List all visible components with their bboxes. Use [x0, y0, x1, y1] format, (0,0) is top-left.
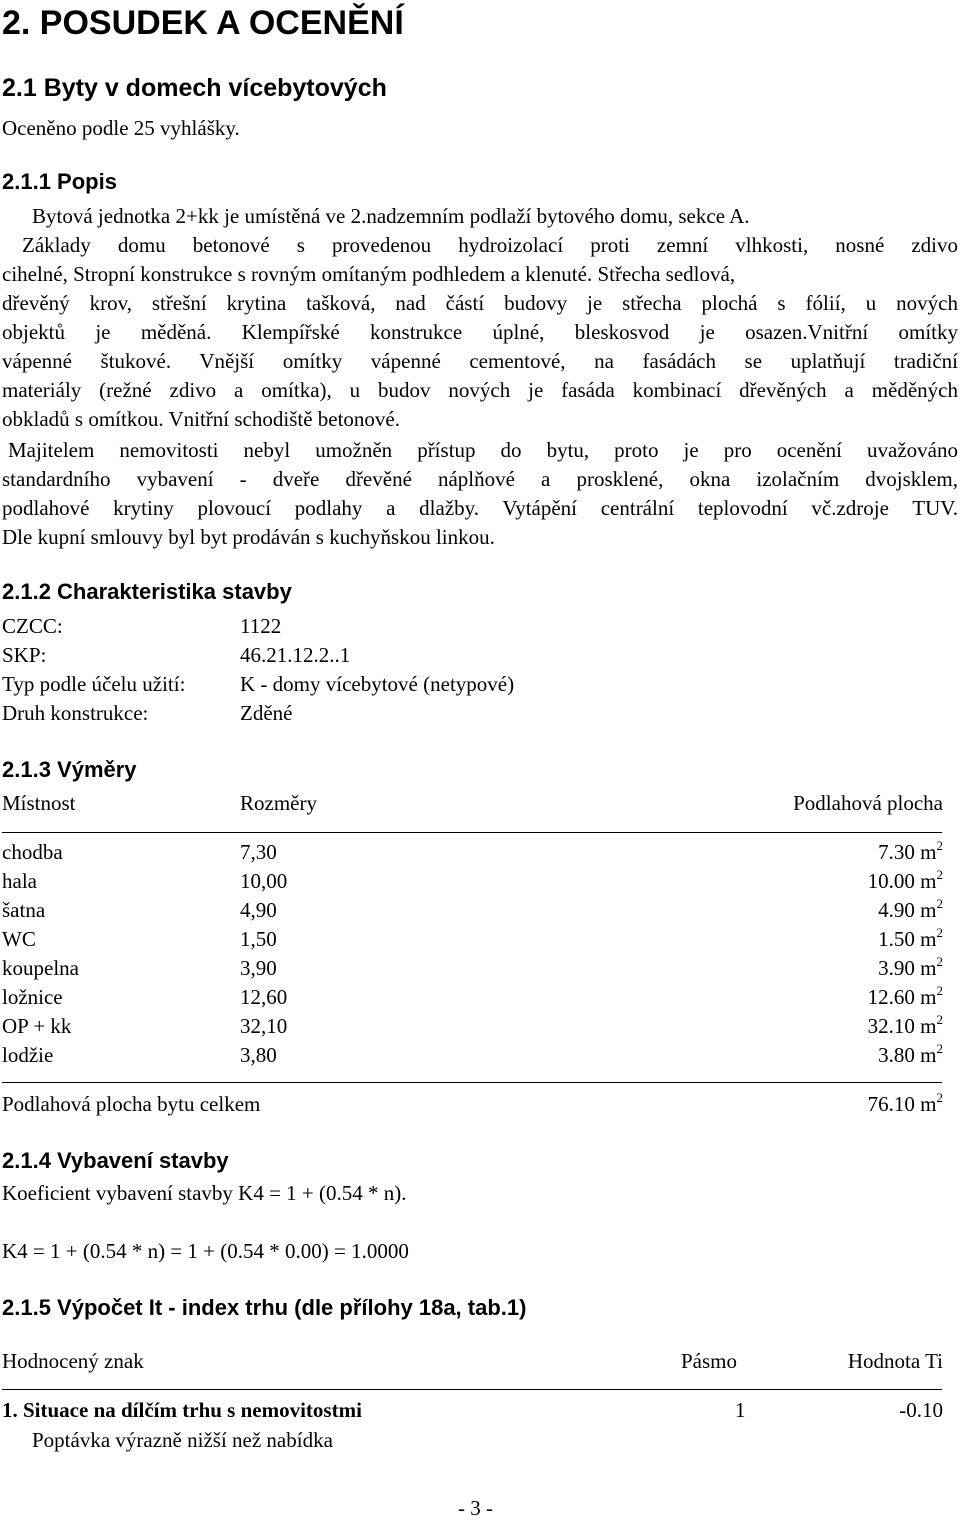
- section-2-1-2-title: 2.1.2 Charakteristika stavby: [2, 579, 292, 604]
- column-header-band: Pásmo: [681, 1349, 738, 1373]
- char-value: Zděné: [240, 701, 293, 725]
- description-paragraph: [2, 202, 958, 434]
- section-2-1-3-title: 2.1.3 Výměry: [2, 757, 137, 782]
- equipment-coefficient-formula: Koeficient vybavení stavby K4 = 1 + (0.54 * n).: [2, 1181, 407, 1205]
- room-name: chodba: [2, 840, 63, 864]
- description-line: vápenné štukové. Vnější omítky vápenné cementové, na fasádách se uplatňují tradiční: [2, 349, 958, 373]
- room-dims: 3,80: [240, 1043, 277, 1067]
- description-line: Bytová jednotka 2+kk je umístěná ve 2.nadzemním podlaží bytového domu, sekce A.: [32, 204, 750, 228]
- section-2-1-subtitle: Oceněno podle 25 vyhlášky.: [2, 116, 240, 140]
- room-area: 4.90 $m^2$: [878, 896, 943, 922]
- index-sign-note: Poptávka výrazně nižší než nabídka: [32, 1428, 333, 1452]
- total-area-value: 76.10 $m^2$: [867, 1090, 943, 1116]
- room-area: 12.60 $m^2$: [867, 983, 943, 1009]
- room-dims: 1,50: [240, 927, 277, 951]
- char-value: 1122: [240, 614, 282, 638]
- section-2-1-1-title: 2.1.1 Popis: [2, 169, 117, 194]
- room-name: šatna: [2, 898, 46, 922]
- room-name: hala: [2, 869, 37, 893]
- page-number: - 3 -: [458, 1496, 493, 1520]
- column-header-room: Místnost: [2, 791, 76, 815]
- equipment-line: standardního vybavení - dveře dřevěné náplňové a prosklené, okna izolačním dvojsklem,: [2, 467, 958, 491]
- room-dims: 4,90: [240, 898, 277, 922]
- room-name: lodžie: [2, 1043, 54, 1067]
- room-area: 10.00 $m^2$: [867, 867, 943, 893]
- room-area: 7.30 $m^2$: [878, 838, 943, 864]
- equipment-line: Dle kupní smlouvy byl byt prodáván s kuchyňskou linkou.: [2, 525, 495, 549]
- room-area: 1.50 $m^2$: [878, 925, 943, 951]
- index-sign-name: 1. Situace na dílčím trhu s nemovitostmi: [2, 1398, 362, 1422]
- column-header-area: Podlahová plocha: [793, 791, 943, 815]
- index-table-rule: [2, 1389, 942, 1390]
- description-line: dřevěný krov, střešní krytina tašková, nad částí budovy je střecha plochá s fólií, u nových: [2, 291, 958, 315]
- room-name: OP + kk: [2, 1014, 72, 1038]
- room-area: 32.10 $m^2$: [867, 1012, 943, 1038]
- room-dims: 12,60: [240, 985, 288, 1009]
- char-label: Druh konstrukce:: [2, 701, 149, 725]
- room-name: ložnice: [2, 985, 63, 1009]
- index-band: 1: [735, 1398, 746, 1422]
- equipment-paragraph: [2, 436, 958, 552]
- section-2-1-5-title: 2.1.5 Výpočet It - index trhu (dle přílohy 18a, tab.1): [2, 1295, 527, 1320]
- room-dims: 32,10: [240, 1014, 288, 1038]
- equipment-line: Majitelem nemovitosti nebyl umožněn přístup do bytu, proto je pro ocenění uvažováno: [8, 438, 958, 462]
- room-dims: 3,90: [240, 956, 277, 980]
- column-header-sign: Hodnocený znak: [2, 1349, 144, 1373]
- char-value: 46.21.12.2..1: [240, 643, 351, 667]
- column-header-value: Hodnota Ti: [847, 1349, 943, 1373]
- room-name: koupelna: [2, 956, 79, 980]
- char-value: K - domy vícebytové (netypové): [240, 672, 515, 696]
- table-header-rule: [2, 832, 942, 833]
- room-dims: 10,00: [240, 869, 288, 893]
- section-2-1-4-title: 2.1.4 Vybavení stavby: [2, 1148, 229, 1173]
- description-line: obkladů s omítkou. Vnitřní schodiště betonové.: [2, 407, 400, 431]
- total-area-label: Podlahová plocha bytu celkem: [2, 1092, 261, 1116]
- description-line: objektů je měděná. Klempířské konstrukce úplné, bleskosvod je osazen.Vnitřní omítky: [2, 320, 958, 344]
- char-label: Typ podle účelu užití:: [2, 672, 186, 696]
- section-2-1-title: 2.1 Byty v domech vícebytových: [2, 74, 387, 102]
- char-label: CZCC:: [2, 614, 63, 638]
- char-label: SKP:: [2, 643, 47, 667]
- table-total-rule: [2, 1082, 942, 1083]
- index-value: -0.10: [899, 1398, 943, 1422]
- column-header-dims: Rozměry: [240, 791, 317, 815]
- description-line: Základy domu betonové s provedenou hydroizolací proti zemní vlhkosti, nosné zdivo: [22, 233, 958, 257]
- page-heading: 2. POSUDEK A OCENĚNÍ: [2, 4, 404, 42]
- description-line: materiály (režné zdivo a omítka), u budov nových je fasáda kombinací dřevěných a měděných: [2, 378, 958, 402]
- room-name: WC: [2, 927, 36, 951]
- room-dims: 7,30: [240, 840, 277, 864]
- room-area: 3.80 $m^2$: [878, 1041, 943, 1067]
- equipment-coefficient-result: K4 = 1 + (0.54 * n) = 1 + (0.54 * 0.00) = 1.0000: [2, 1239, 409, 1263]
- room-area: 3.90 $m^2$: [878, 954, 943, 980]
- description-line: cihelné, Stropní konstrukce s rovným omítaným podhledem a klenuté. Střecha sedlová,: [2, 262, 736, 286]
- equipment-line: podlahové krytiny plovoucí podlahy a dlažby. Vytápění centrální teplovodní vč.zdroje TUV.: [2, 496, 958, 520]
